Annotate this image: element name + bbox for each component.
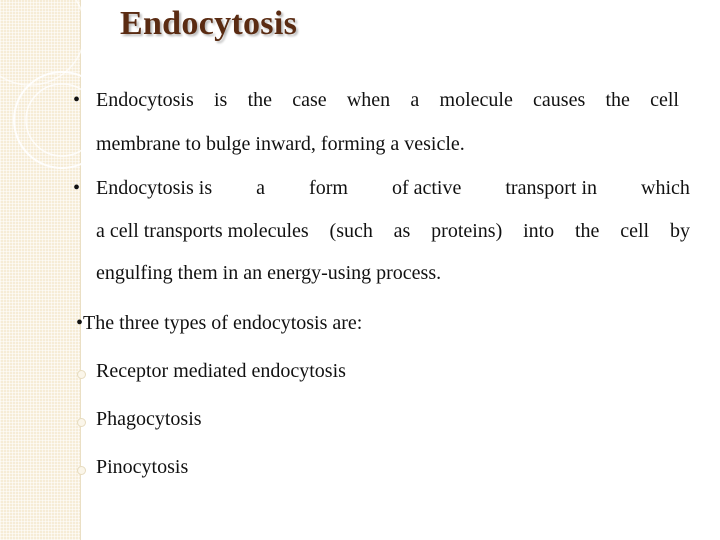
word: causes [533, 89, 586, 111]
slide-title: Endocytosis [120, 5, 298, 42]
word: cell [620, 220, 650, 242]
word: cell [650, 89, 679, 111]
word: proteins) [431, 220, 503, 242]
bullet-2-line-3: engulfing them in an energy-using process. [96, 262, 442, 284]
word: the [575, 220, 600, 242]
bullet-marker: • [73, 177, 81, 199]
word: (such [329, 220, 373, 242]
word: molecule [439, 89, 513, 111]
word: a cell transports molecules [96, 220, 309, 242]
bullet-3-text: •The three types of endocytosis are: [76, 312, 363, 334]
word: a [256, 177, 266, 199]
word: transport in [505, 177, 598, 199]
word: which [641, 177, 690, 199]
word: Endocytosis [96, 89, 194, 111]
sub-bullet-marker [77, 418, 86, 427]
word: of active [391, 177, 462, 199]
word: by [669, 220, 690, 242]
word: case [292, 89, 327, 111]
bullet-2-line-1 [96, 176, 690, 200]
type-item: Phagocytosis [96, 408, 202, 430]
sub-bullet-marker [77, 466, 86, 475]
bullet-1-line-2: membrane to bulge inward, forming a vesicle. [96, 133, 465, 155]
word: when [346, 89, 391, 111]
word: as [393, 220, 411, 242]
bullet-marker: • [73, 89, 81, 111]
word: is [214, 89, 228, 111]
type-item: Receptor mediated endocytosis [96, 360, 346, 382]
word: form [309, 177, 348, 199]
type-item: Pinocytosis [96, 456, 189, 478]
word: a [410, 89, 420, 111]
word: the [605, 89, 630, 111]
sub-bullet-marker [77, 370, 86, 379]
bullet-2-line-2 [96, 219, 690, 243]
word: into [523, 220, 555, 242]
word: the [247, 89, 272, 111]
word: Endocytosis is [96, 177, 213, 199]
bullet-1-line-1 [96, 88, 679, 112]
